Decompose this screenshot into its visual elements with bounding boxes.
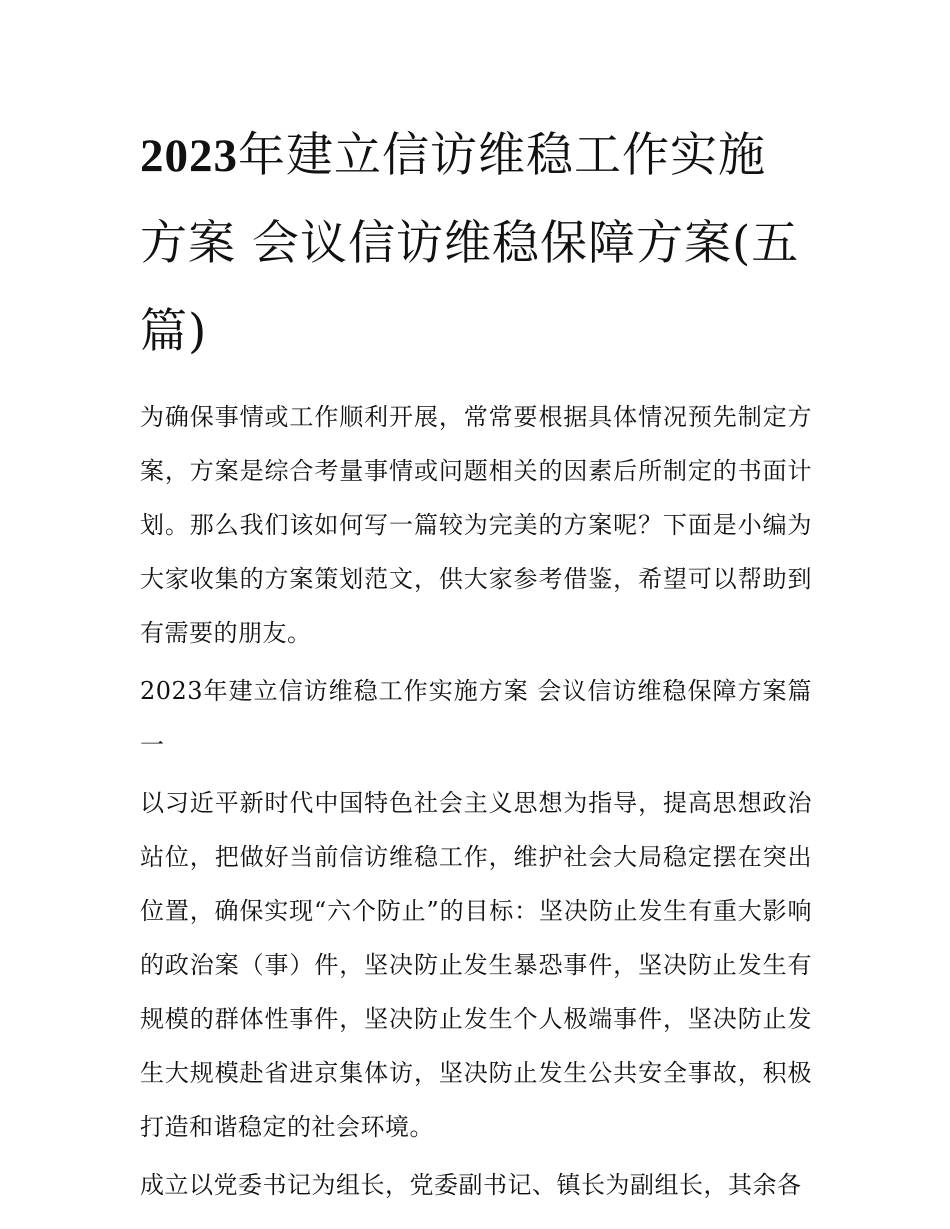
- document-content: [140, 112, 812, 1212]
- body-paragraph-2: 成立以党委书记为组长，党委副书记、镇长为副组长，其余各: [140, 1171, 802, 1199]
- document-title-year: 2023: [140, 130, 238, 182]
- document-title: [140, 112, 812, 376]
- section-heading: 2023年建立信访维稳工作实施方案 会议信访维稳保障方案篇一: [140, 677, 812, 759]
- body-paragraph-1: 以习近平新时代中国特色社会主义思想为指导，提高思想政治站位，把做好当前信访维稳工作，维护社会大局稳定摆在突出位置，确保实现“六个防止”的目标：坚决防止发生有重大影响的政治案（事）件，坚决防止发生暴恐事件，坚决防止发生有规模的群体性事件，坚决防止发生个人极端事件，坚决防止发生大规模赴省进京集体访，坚决防止发生公共安全事故，积极打造和谐稳定的社会环境。: [140, 789, 812, 1141]
- intro-paragraph: 为确保事情或工作顺利开展，常常要根据具体情况预先制定方案，方案是综合考量事情或问题相关的因素后所制定的书面计划。那么我们该如何写一篇较为完美的方案呢？下面是小编为大家收集的方案策划范文，供大家参考借鉴，希望可以帮助到有需要的朋友。: [140, 403, 812, 647]
- document-title-text: 年建立信访维稳工作实施方案 会议信访维稳保障方案(五篇): [140, 128, 800, 359]
